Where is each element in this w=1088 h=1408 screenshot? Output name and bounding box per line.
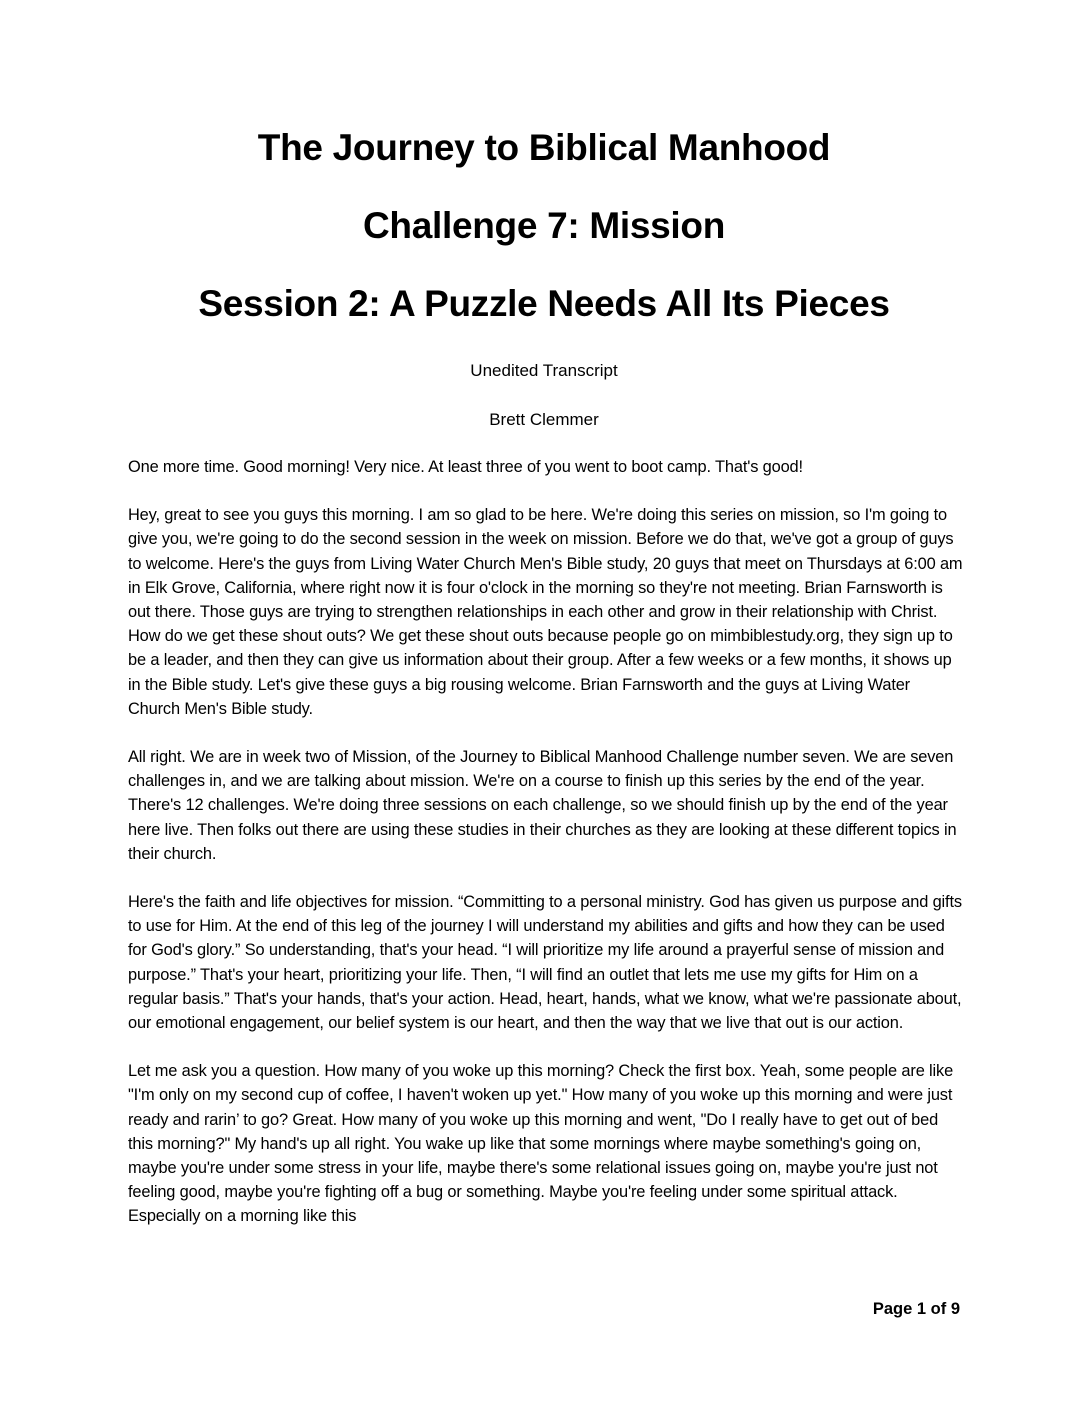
session-title: Session 2: A Puzzle Needs All Its Pieces <box>198 283 890 324</box>
document-title: The Journey to Biblical Manhood <box>257 127 831 168</box>
transcript-label: Unedited Transcript <box>470 361 618 380</box>
author-name: Brett Clemmer <box>489 410 599 429</box>
paragraph: Here's the faith and life objectives for mission. “Committing to a personal ministry. God has given us purpose and gifts to use for Him. At the end of this leg of the journey I will understand my abilities and gifts and how they can be used for God's glory.” So understanding, that's your head. “I will prioritize my life around a prayerful sense of mission and purpose.” That's your heart, prioritizing your life. Then, “I will find an outlet that lets me use my gifts for Him on a regular basis.” That's your hands, that's your action. Head, heart, hands, what we know, what we're passionate about, our emotional engagement, our belief system is our heart, and then the way that we live that out is our action. <box>128 893 962 1033</box>
paragraph: One more time. Good morning! Very nice. At least three of you went to boot camp. That's good! <box>128 458 803 476</box>
title-block <box>0 128 1088 324</box>
page-number: Page 1 of 9 <box>872 1300 960 1318</box>
challenge-title: Challenge 7: Mission <box>362 205 725 246</box>
paragraph: Let me ask you a question. How many of you woke up this morning? Check the first box. Yeah, some people are like "I'm only on my second cup of coffee, I haven't woken up yet." How many of you woke up this morning and were just ready and rarin’ to go? Great. How many of you woke up this morning and went, "Do I really have to get out of bed this morning?" My hand's up all right. You wake up like that some mornings where maybe something's going on, maybe you're under some stress in your life, maybe there's some relational issues going on, maybe you're just not feeling good, maybe you're fighting off a bug or something. Maybe you're feeling under some spiritual attack. Especially on a morning like this <box>128 1062 954 1226</box>
paragraph: All right. We are in week two of Mission, of the Journey to Biblical Manhood Challenge number seven. We are seven challenges in, and we are talking about mission. We're on a course to finish up this series by the end of the year. There's 12 challenges. We're doing three sessions on each challenge, so we should finish up by the end of the year here live. Then folks out there are using these studies in their churches as they are looking at these different topics in their church. <box>128 748 957 863</box>
transcript-body <box>128 455 964 1253</box>
paragraph: Hey, great to see you guys this morning. I am so glad to be here. We're doing this series on mission, so I'm going to give you, we're going to do the second session in the week on mission. Before we do that, we've got a group of guys to welcome. Here's the guys from Living Water Church Men's Bible study, 20 guys that meet on Thursdays at 6:00 am in Elk Grove, California, where right now it is four o'clock in the morning so they're not meeting. Brian Farnsworth is out there. Those guys are trying to strengthen relationships in each other and grow in their relationship with Christ. How do we get these shout outs? We get these shout outs because people go on mimbiblestudy.org, they sign up to be a leader, and then they can give us information about their group. After a few weeks or a few months, it shows up in the Bible study. Let's give these guys a big rousing welcome. Brian Farnsworth and the guys at Living Water Church Men's Bible study. <box>128 506 963 718</box>
